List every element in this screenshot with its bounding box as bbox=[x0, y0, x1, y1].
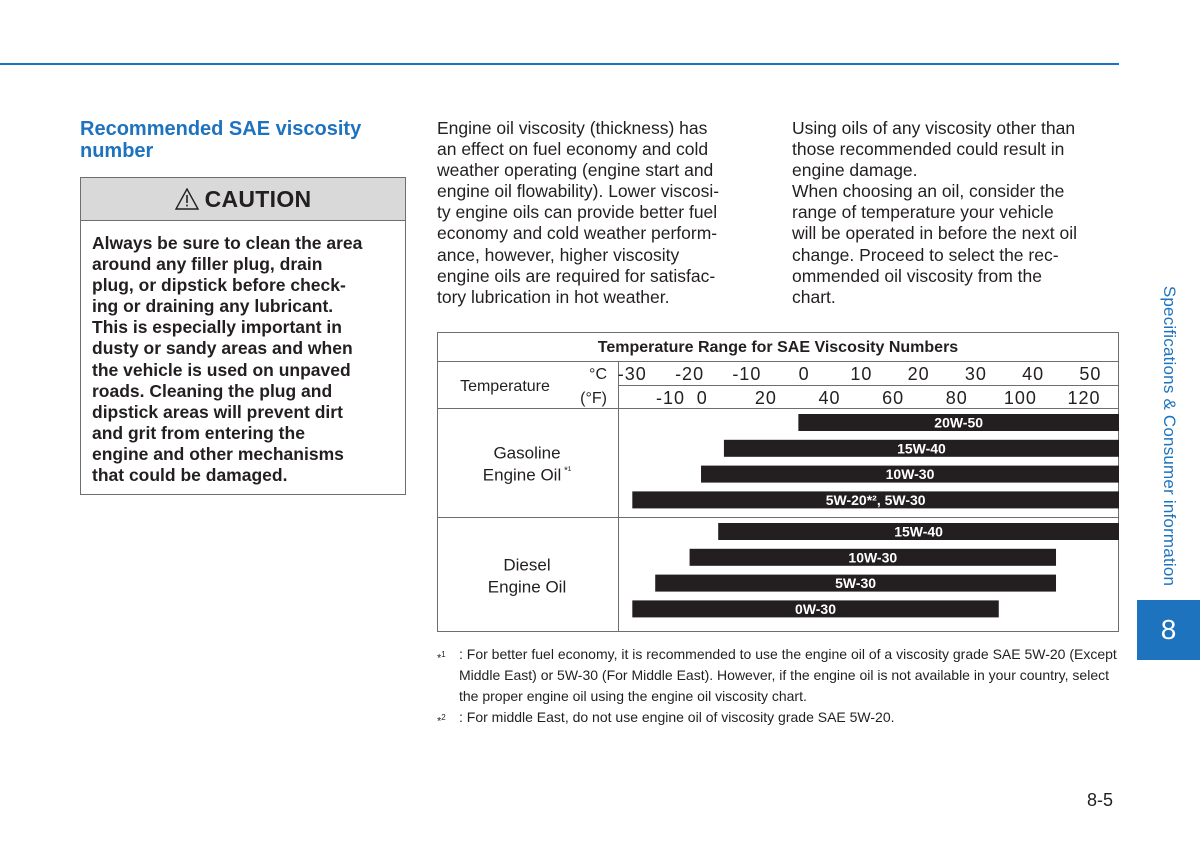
footnote-2-mark: *$^2$ bbox=[437, 713, 446, 728]
warning-triangle-icon bbox=[175, 188, 199, 210]
temperature-label: Temperature bbox=[460, 378, 550, 395]
fahrenheit-tick: -10 bbox=[655, 388, 685, 408]
chapter-title: Specifications & Consumer information bbox=[1160, 285, 1179, 587]
celsius-tick: 40 bbox=[1022, 364, 1045, 384]
celsius-tick: 10 bbox=[850, 364, 873, 384]
celsius-tick: 0 bbox=[798, 364, 810, 384]
fahrenheit-tick: 120 bbox=[1067, 388, 1101, 408]
viscosity-bar-label: 10W-30 bbox=[885, 466, 935, 483]
caution-box bbox=[80, 177, 406, 495]
celsius-tick: -30 bbox=[617, 364, 647, 384]
viscosity-bar-label: 20W-50 bbox=[934, 414, 984, 431]
top-rule bbox=[0, 63, 1119, 65]
footnote-1 bbox=[437, 644, 1119, 707]
celsius-tick: -10 bbox=[732, 364, 762, 384]
caution-header bbox=[81, 178, 405, 221]
viscosity-bar-label: 15W-40 bbox=[894, 523, 943, 540]
chapter-number: 8 bbox=[1160, 614, 1177, 645]
footnote-2 bbox=[437, 707, 1119, 733]
viscosity-bar-label: 10W-30 bbox=[848, 549, 898, 566]
group-note-mark: *¹ bbox=[561, 465, 572, 477]
celsius-tick: 20 bbox=[907, 364, 930, 384]
footnote-1-text: : For better fuel economy, it is recommended to use the engine oil of a viscosity grade SAE 5W-20 (Except Middle East) or 5W-30 (For Middle East). However, if the engine oil is not available in your country, select the proper engine oil using the engine oil viscosity chart. bbox=[459, 646, 1117, 704]
footnote-1-mark: *$^1$ bbox=[437, 650, 446, 665]
celsius-tick: 50 bbox=[1079, 364, 1102, 384]
group-label-1: Gasoline bbox=[493, 443, 561, 463]
fahrenheit-tick: 100 bbox=[1003, 388, 1037, 408]
group-label-2: Engine Oil bbox=[487, 577, 567, 597]
chart-title: Temperature Range for SAE Viscosity Numbers bbox=[597, 339, 959, 356]
chapter-side-label bbox=[1155, 277, 1183, 595]
page-number: 8-5 bbox=[1087, 790, 1114, 810]
fahrenheit-tick: 60 bbox=[882, 388, 905, 408]
viscosity-chart-svg bbox=[437, 332, 1119, 632]
group-label-2: Diesel bbox=[503, 555, 551, 575]
viscosity-bar-label: 5W-20*², 5W-30 bbox=[825, 491, 926, 508]
viscosity-bar-label: 0W-30 bbox=[795, 600, 837, 617]
footnotes bbox=[437, 644, 1119, 733]
body-column-3: Using oils of any viscosity other than those recommended could result in engine damage. When choosing an oil, consider the range of temperature your vehicle will be operated in before the next oil change. Proceed to select the rec- ommended oil viscosity from the chart. bbox=[792, 118, 1078, 307]
fahrenheit-tick: 20 bbox=[754, 388, 777, 408]
fahrenheit-tick: 80 bbox=[945, 388, 968, 408]
group-label-1: Engine Oil $^{*^1}$ bbox=[482, 465, 572, 485]
viscosity-chart bbox=[437, 332, 1119, 632]
caution-title: CAUTION bbox=[204, 185, 312, 212]
chapter-tab bbox=[1137, 600, 1200, 660]
celsius-tick: 30 bbox=[964, 364, 987, 384]
celsius-unit: °C bbox=[589, 366, 607, 383]
fahrenheit-tick: 0 bbox=[696, 388, 708, 408]
footnote-2-text: : For middle East, do not use engine oil of viscosity grade SAE 5W-20. bbox=[459, 709, 895, 725]
fahrenheit-tick: 40 bbox=[818, 388, 841, 408]
body-column-2: Engine oil viscosity (thickness) has an effect on fuel economy and cold weather operating (engine start and engine oil flowability). Lower viscosi- ty engine oils can provide better fuel economy and cold weather perform- ance, however, higher viscosity engine oils are required for satisfac- tory lubrication in hot weather. bbox=[437, 118, 720, 307]
celsius-tick: -20 bbox=[675, 364, 705, 384]
section-title: Recommended SAE viscosity number bbox=[80, 118, 362, 162]
caution-text: Always be sure to clean the area around any filler plug, drain plug, or dipstick before check- ing or draining any lubricant. This is especially important in dusty or sandy areas and when the vehicle is used on unpaved roads. Cleaning the plug and dipstick areas will prevent dirt and grit from entering the engine and other mechanisms that could be damaged. bbox=[92, 233, 363, 486]
viscosity-bar-label: 5W-30 bbox=[835, 575, 877, 592]
viscosity-bar-label: 15W-40 bbox=[897, 440, 946, 457]
fahrenheit-unit: (°F) bbox=[580, 390, 607, 407]
